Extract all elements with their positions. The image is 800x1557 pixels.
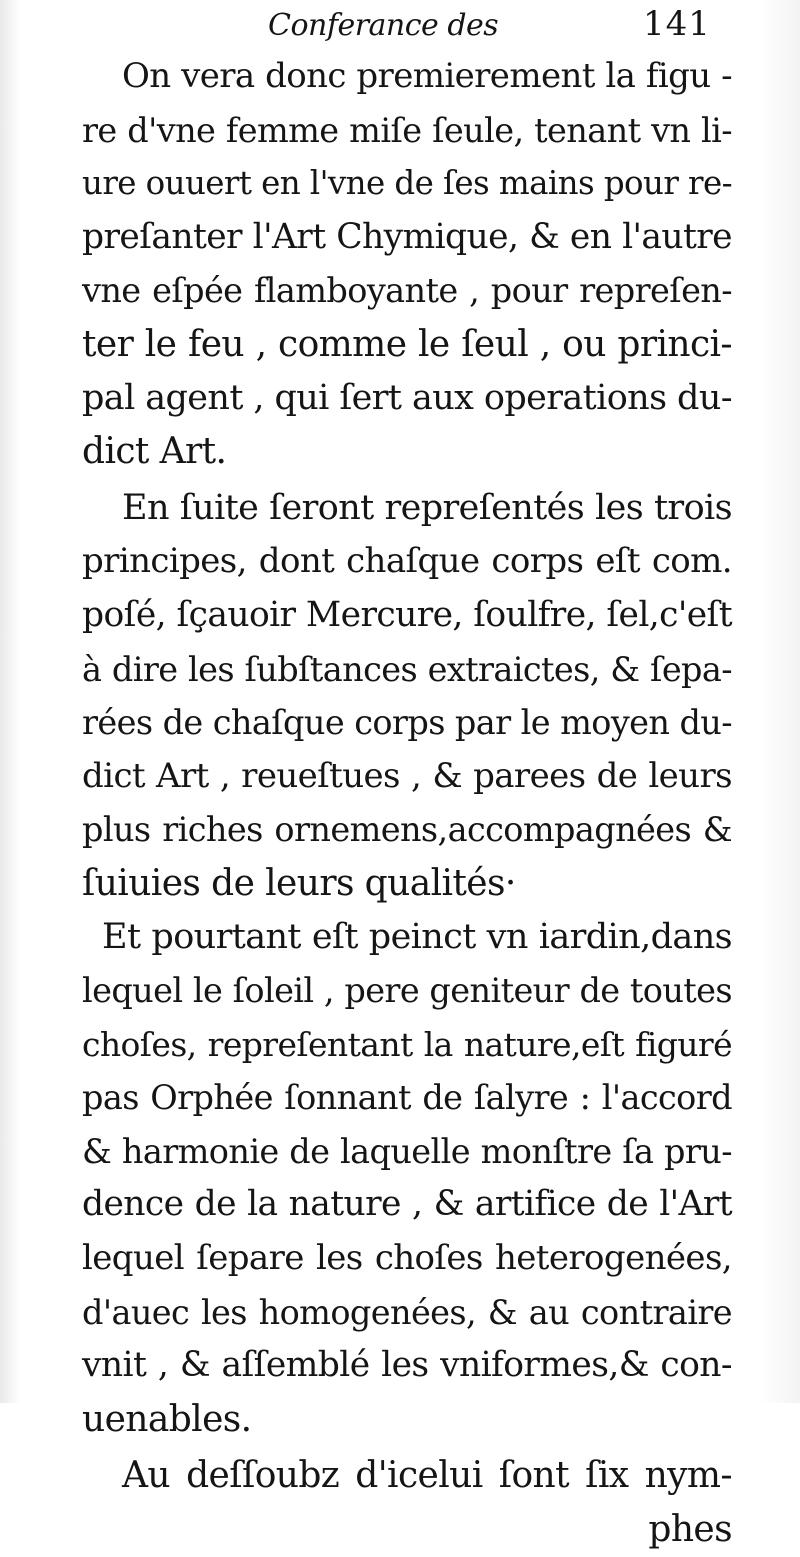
text-line: En ſuite ſeront repreſentés les trois: [122, 487, 732, 528]
catchword: phes: [648, 1509, 732, 1551]
text-line: rées de chaſque corps par le moyen du-: [82, 703, 732, 743]
text-line: dict Art , reueſtues , & parees de leurs: [82, 755, 732, 796]
text-line: ter le feu , comme le ſeul , ou princi-: [82, 323, 732, 365]
text-line: ſuiuies de leurs qualités·: [82, 862, 516, 904]
text-line: Au deſſoubz d'icelui ſont ſix nym-: [122, 1455, 732, 1497]
text-line: & harmonie de laquelle monſtre ſa pru-: [82, 1131, 732, 1171]
text-line: On vera donc premierement la figu -: [122, 56, 732, 96]
text-line: lequel ſepare les choſes heterogenées,: [82, 1238, 732, 1279]
paragraph: [82, 1449, 732, 1503]
text-line: choſes, repreſentant la nature,eſt figuré: [82, 1024, 732, 1064]
body-text: [82, 50, 732, 1557]
text-line: re d'vne femme miſe ſeule, tenant vn li-: [82, 110, 732, 150]
page-number: 141: [643, 4, 711, 44]
text-line: poſé, ſçauoir Mercure, ſoulfre, ſel,c'eſt: [82, 594, 732, 635]
running-title: Conferance des: [268, 8, 499, 43]
paragraph: [82, 50, 732, 479]
paragraph: [82, 911, 732, 1447]
text-line: preſanter l'Art Chymique, & en l'autre: [82, 216, 732, 257]
text-line: uenables.: [82, 1398, 252, 1440]
text-line: pas Orphée ſonnant de ſalyre : l'accord: [82, 1078, 732, 1118]
text-line: lequel le ſoleil , pere geniteur de toutes: [82, 971, 732, 1011]
text-line: plus riches ornemens,accompagnées &: [82, 810, 732, 850]
paragraph: [82, 482, 732, 911]
text-line: à dire les ſubſtances extraictes, & ſepa-: [82, 649, 732, 689]
text-line: d'auec les homogenées, & au contraire: [82, 1292, 732, 1332]
text-line: vnit , & aſſemblé les vniformes,& con-: [82, 1345, 732, 1386]
text-line: dence de la nature , & artifice de l'Art: [82, 1184, 732, 1225]
text-line: vne eſpée flamboyante , pour repreſen-: [82, 271, 732, 311]
text-line: principes, dont chaſque corps eſt com.: [82, 541, 732, 582]
text-line: ure ouuert en l'vne de ſes mains pour re-: [82, 164, 732, 203]
text-line: dict Art.: [82, 431, 227, 473]
text-line: pal agent , qui ſert aux operations du-: [82, 377, 732, 418]
text-line: Et pourtant eſt peinct vn iardin,dans: [102, 916, 732, 957]
page-header: [0, 4, 800, 48]
